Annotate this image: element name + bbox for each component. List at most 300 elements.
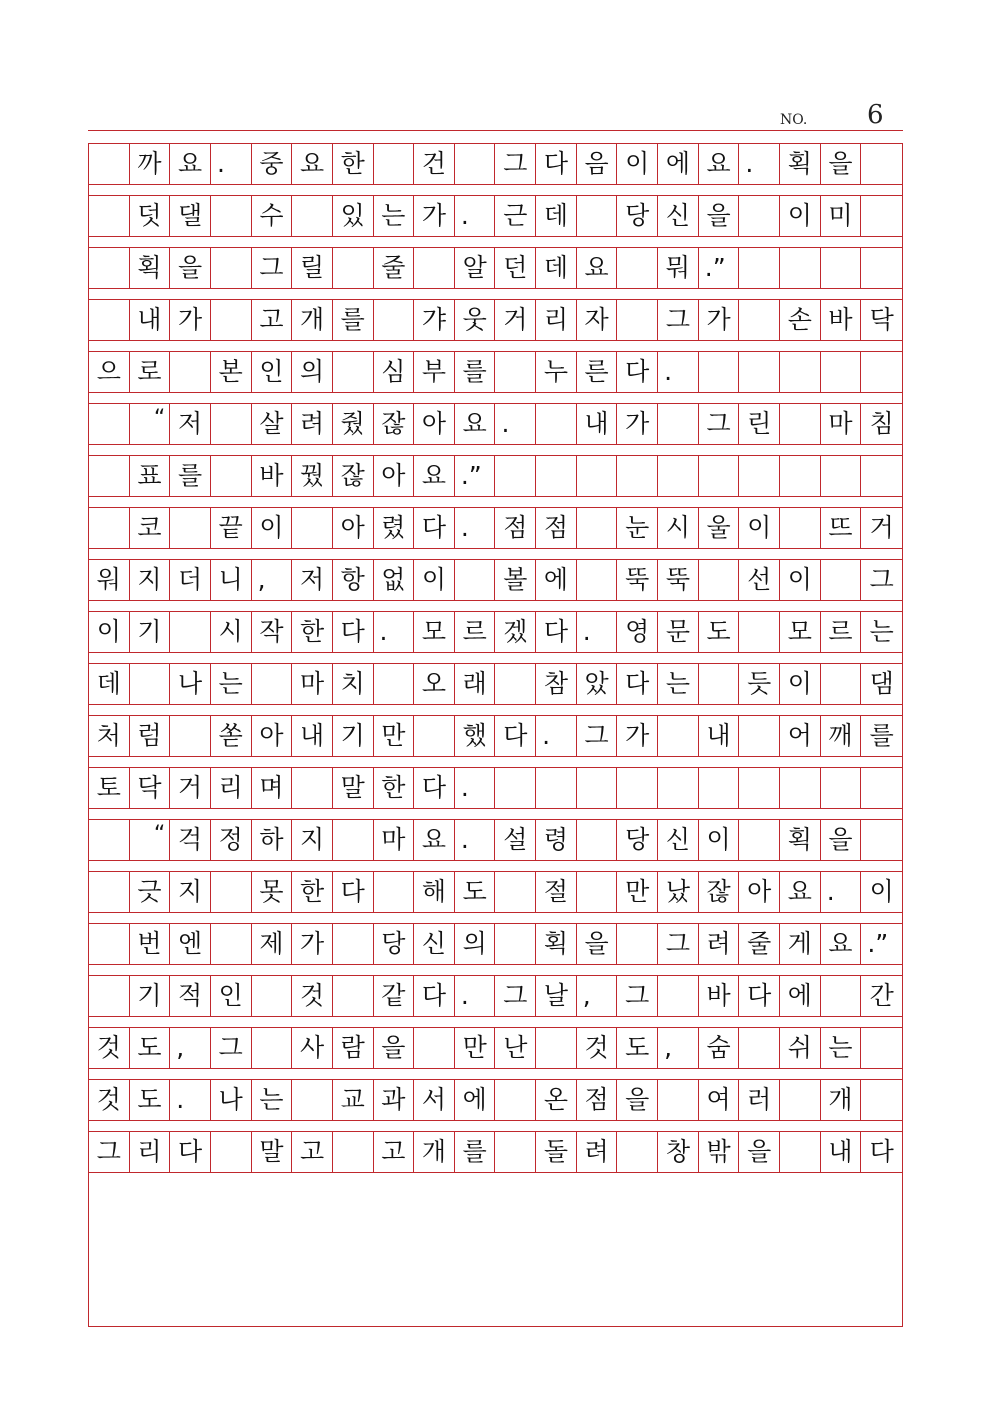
grid-cell — [821, 664, 862, 704]
grid-cell: 다 — [617, 664, 658, 704]
grid-cell: . — [536, 716, 577, 756]
grid-cell: 다 — [333, 612, 374, 652]
grid-cell — [617, 768, 658, 808]
grid-cell — [536, 404, 577, 444]
grid-cell: 겠 — [496, 612, 537, 652]
grid-cell: 미 — [821, 196, 862, 236]
grid-row — [89, 767, 902, 809]
grid-cell: 요 — [699, 144, 740, 184]
grid-cell: 건 — [414, 144, 455, 184]
grid-cell: 설 — [496, 820, 537, 860]
grid-cell — [496, 1080, 537, 1120]
grid-cell — [861, 1080, 902, 1120]
grid-cell — [861, 352, 902, 392]
grid-cell: 다 — [536, 144, 577, 184]
grid-cell: 신 — [658, 196, 699, 236]
grid-cell: 의 — [292, 352, 333, 392]
grid-cell: 적 — [170, 976, 211, 1016]
grid-cell — [739, 612, 780, 652]
grid-cell — [617, 456, 658, 496]
grid-cell: 이 — [780, 560, 821, 600]
grid-cell: 뚝 — [658, 560, 699, 600]
grid-cell: 까 — [130, 144, 171, 184]
grid-cell: . — [821, 872, 862, 912]
grid-cell: 를 — [455, 1132, 496, 1172]
grid-cell: 만 — [455, 1028, 496, 1068]
grid-cell: 쏟 — [211, 716, 252, 756]
grid-cell: . — [455, 820, 496, 860]
grid-cell — [333, 976, 374, 1016]
grid-cell: 말 — [333, 768, 374, 808]
grid-cell: 한 — [333, 144, 374, 184]
grid-cell: 만 — [617, 872, 658, 912]
grid-cell — [861, 144, 902, 184]
grid-cell: 내 — [292, 716, 333, 756]
grid-cell: 이 — [414, 560, 455, 600]
grid-cell — [577, 560, 618, 600]
grid-cell: 다 — [170, 1132, 211, 1172]
grid-cell: 음 — [577, 144, 618, 184]
grid-cell: 중 — [252, 144, 293, 184]
grid-cell: 에 — [780, 976, 821, 1016]
grid-cell: 항 — [333, 560, 374, 600]
grid-row — [89, 351, 902, 393]
grid-cell: 과 — [374, 1080, 415, 1120]
grid-cell: 나 — [170, 664, 211, 704]
grid-cell: 그 — [211, 1028, 252, 1068]
grid-cell: 쉬 — [780, 1028, 821, 1068]
grid-cell: 지 — [130, 560, 171, 600]
grid-cell: .” — [699, 248, 740, 288]
grid-cell: 긋 — [130, 872, 171, 912]
grid-cell: 데 — [536, 248, 577, 288]
grid-cell: 댐 — [869, 669, 894, 698]
grid-cell: 도 — [130, 1028, 171, 1068]
grid-cell: 그 — [496, 144, 537, 184]
grid-cell — [739, 820, 780, 860]
grid-cell: 이 — [89, 612, 130, 652]
grid-cell: 여 — [699, 1080, 740, 1120]
grid-cell: 아 — [414, 404, 455, 444]
grid-cell: 이 — [252, 508, 293, 548]
grid-cell — [658, 768, 699, 808]
grid-cell: . — [496, 404, 537, 444]
grid-cell: 고 — [292, 1132, 333, 1172]
grid-cell: 잖 — [374, 404, 415, 444]
grid-cell: 수 — [252, 196, 293, 236]
grid-cell: 만 — [374, 716, 415, 756]
grid-cell: 닥 — [869, 305, 894, 334]
grid-cell: 요 — [780, 872, 821, 912]
grid-cell — [617, 924, 658, 964]
grid-cell: 그 — [496, 976, 537, 1016]
grid-cell: 획 — [780, 144, 821, 184]
grid-cell: 그 — [252, 248, 293, 288]
grid-row — [89, 144, 902, 185]
grid-cell — [374, 872, 415, 912]
grid-cell — [211, 872, 252, 912]
grid-cell: 볼 — [496, 560, 537, 600]
grid-cell: 울 — [699, 508, 740, 548]
grid-cell — [496, 456, 537, 496]
grid-cell: 가 — [292, 924, 333, 964]
grid-cell: 바 — [699, 976, 740, 1016]
grid-cell: 다 — [617, 352, 658, 392]
grid-cell — [536, 456, 577, 496]
grid-cell: 것 — [577, 1028, 618, 1068]
grid-cell: . — [455, 768, 496, 808]
grid-cell: . — [455, 196, 496, 236]
grid-cell: 는 — [374, 196, 415, 236]
grid-cell — [821, 768, 862, 808]
grid-cell: 는 — [211, 664, 252, 704]
grid-cell: 선 — [739, 560, 780, 600]
grid-cell: . — [455, 976, 496, 1016]
grid-row — [89, 559, 902, 601]
grid-cell: 어 — [780, 716, 821, 756]
grid-cell: 을 — [821, 144, 862, 184]
grid-cell: 려 — [577, 1132, 618, 1172]
grid-cell — [496, 664, 537, 704]
grid-cell — [780, 768, 821, 808]
grid-cell: 못 — [252, 872, 293, 912]
grid-cell: 났 — [658, 872, 699, 912]
grid-cell: 워 — [89, 560, 130, 600]
grid-cell: 령 — [536, 820, 577, 860]
grid-cell: 같 — [374, 976, 415, 1016]
grid-cell — [414, 248, 455, 288]
grid-cell: , — [577, 976, 618, 1016]
grid-cell: 걱 — [170, 820, 211, 860]
grid-cell: 리 — [130, 1132, 171, 1172]
grid-cell — [577, 508, 618, 548]
grid-cell: 엔 — [170, 924, 211, 964]
grid-cell: 마 — [821, 404, 862, 444]
grid-cell — [658, 976, 699, 1016]
grid-cell: 줬 — [333, 404, 374, 444]
grid-cell: , — [658, 1028, 699, 1068]
grid-cell: 니 — [211, 560, 252, 600]
grid-cell: 고 — [252, 300, 293, 340]
grid-cell — [658, 404, 699, 444]
grid-cell — [89, 508, 130, 548]
grid-cell: 손 — [780, 300, 821, 340]
grid-cell: . — [455, 508, 496, 548]
grid-cell — [333, 924, 374, 964]
grid-cell — [130, 664, 171, 704]
grid-cell: 덧 — [130, 196, 171, 236]
grid-row — [89, 923, 902, 965]
grid-cell: 르 — [455, 612, 496, 652]
grid-cell: 거 — [170, 768, 211, 808]
grid-cell: “ — [130, 404, 171, 444]
grid-cell: 내 — [699, 716, 740, 756]
grid-cell: 를 — [455, 352, 496, 392]
page-number-value: 6 — [867, 100, 884, 130]
grid-cell: . — [739, 144, 780, 184]
grid-cell: 코 — [130, 508, 171, 548]
grid-cell: 뚝 — [617, 560, 658, 600]
grid-cell: 갸 — [414, 300, 455, 340]
grid-cell: 표 — [130, 456, 171, 496]
grid-cell — [170, 352, 211, 392]
grid-cell — [577, 768, 618, 808]
grid-cell: 창 — [658, 1132, 699, 1172]
grid-cell: 그 — [869, 565, 894, 594]
grid-cell: 다 — [414, 768, 455, 808]
grid-cell — [496, 872, 537, 912]
grid-cell — [374, 664, 415, 704]
grid-cell: 한 — [374, 768, 415, 808]
grid-cell: 당 — [617, 820, 658, 860]
grid-cell: 가 — [617, 404, 658, 444]
grid-cell: 가 — [414, 196, 455, 236]
grid-cell: 르 — [821, 612, 862, 652]
grid-cell: 을 — [374, 1028, 415, 1068]
grid-cell — [861, 456, 902, 496]
grid-cell: 를 — [170, 456, 211, 496]
grid-cell — [89, 924, 130, 964]
manuscript-grid — [88, 143, 903, 1327]
grid-cell: 이 — [780, 196, 821, 236]
grid-cell: , — [170, 1028, 211, 1068]
grid-cell: 나 — [211, 1080, 252, 1120]
grid-cell: 에 — [658, 144, 699, 184]
grid-cell: 것 — [89, 1028, 130, 1068]
grid-cell — [89, 820, 130, 860]
grid-cell: 뜨 — [821, 508, 862, 548]
grid-cell: 그 — [658, 300, 699, 340]
grid-cell — [89, 872, 130, 912]
grid-cell — [374, 144, 415, 184]
grid-cell: 개 — [821, 1080, 862, 1120]
grid-row — [89, 1027, 902, 1069]
grid-cell: 가 — [699, 300, 740, 340]
grid-cell — [658, 456, 699, 496]
grid-cell: 저 — [292, 560, 333, 600]
grid-cell: 간 — [869, 981, 894, 1010]
grid-cell: 사 — [292, 1028, 333, 1068]
grid-cell: 도 — [130, 1080, 171, 1120]
grid-cell: 부 — [414, 352, 455, 392]
grid-cell: 지 — [292, 820, 333, 860]
grid-row — [89, 1131, 902, 1173]
grid-cell: 해 — [414, 872, 455, 912]
grid-cell: 이 — [739, 508, 780, 548]
grid-cell: 를 — [869, 721, 894, 750]
grid-cell: 제 — [252, 924, 293, 964]
grid-cell: 러 — [739, 1080, 780, 1120]
grid-cell — [658, 1080, 699, 1120]
grid-cell: 렸 — [374, 508, 415, 548]
grid-cell: 요 — [414, 456, 455, 496]
grid-cell — [414, 716, 455, 756]
grid-cell: 아 — [333, 508, 374, 548]
grid-cell: 는 — [658, 664, 699, 704]
grid-cell — [821, 352, 862, 392]
grid-cell — [211, 1132, 252, 1172]
grid-cell: 리 — [211, 768, 252, 808]
grid-row — [89, 247, 902, 289]
grid-cell: 다 — [414, 976, 455, 1016]
grid-cell: 럼 — [130, 716, 171, 756]
grid-cell: .” — [867, 929, 889, 958]
grid-cell: 려 — [292, 404, 333, 444]
grid-cell: 듯 — [739, 664, 780, 704]
grid-cell — [252, 664, 293, 704]
grid-cell: 마 — [374, 820, 415, 860]
grid-cell: 도 — [617, 1028, 658, 1068]
grid-cell: 을 — [699, 196, 740, 236]
grid-cell: 절 — [536, 872, 577, 912]
grid-cell: 이 — [699, 820, 740, 860]
grid-cell: 영 — [617, 612, 658, 652]
grid-cell — [170, 716, 211, 756]
grid-cell: 린 — [739, 404, 780, 444]
grid-cell — [577, 872, 618, 912]
grid-cell — [333, 352, 374, 392]
grid-cell — [699, 664, 740, 704]
grid-cell — [89, 976, 130, 1016]
grid-cell: 으 — [89, 352, 130, 392]
grid-cell — [861, 248, 902, 288]
grid-cell: . — [211, 144, 252, 184]
grid-cell: 온 — [536, 1080, 577, 1120]
grid-cell — [780, 1132, 821, 1172]
grid-cell: 다 — [739, 976, 780, 1016]
grid-cell: 치 — [333, 664, 374, 704]
grid-cell: 개 — [414, 1132, 455, 1172]
grid-cell — [496, 768, 537, 808]
grid-cell: 말 — [252, 1132, 293, 1172]
grid-cell: 숨 — [699, 1028, 740, 1068]
grid-cell: 요 — [821, 924, 862, 964]
grid-cell: 았 — [577, 664, 618, 704]
grid-cell: . — [658, 352, 699, 392]
grid-cell: .” — [455, 456, 496, 496]
grid-cell: 며 — [252, 768, 293, 808]
grid-cell: 른 — [577, 352, 618, 392]
grid-cell: 그 — [658, 924, 699, 964]
grid-cell — [577, 456, 618, 496]
grid-cell: 그 — [699, 404, 740, 444]
grid-cell: 데 — [89, 664, 130, 704]
grid-cell: 래 — [455, 664, 496, 704]
grid-cell: 기 — [333, 716, 374, 756]
grid-cell: 저 — [170, 404, 211, 444]
grid-cell — [780, 508, 821, 548]
grid-cell: 를 — [333, 300, 374, 340]
grid-row — [89, 611, 902, 653]
grid-cell — [333, 820, 374, 860]
grid-row — [89, 1079, 902, 1121]
grid-cell: . — [374, 612, 415, 652]
grid-cell: 침 — [869, 409, 894, 438]
grid-cell: 지 — [170, 872, 211, 912]
grid-cell — [861, 768, 902, 808]
grid-cell — [821, 456, 862, 496]
grid-cell: 깨 — [821, 716, 862, 756]
grid-cell: 시 — [658, 508, 699, 548]
grid-cell: 다 — [414, 508, 455, 548]
grid-cell — [292, 1080, 333, 1120]
grid-cell — [536, 1028, 577, 1068]
grid-cell: 끝 — [211, 508, 252, 548]
grid-cell — [739, 1028, 780, 1068]
grid-cell — [861, 820, 902, 860]
grid-cell — [699, 456, 740, 496]
grid-cell: 닥 — [130, 768, 171, 808]
grid-cell: 려 — [699, 924, 740, 964]
grid-cell — [89, 248, 130, 288]
grid-cell: 날 — [536, 976, 577, 1016]
grid-cell: 아 — [374, 456, 415, 496]
grid-cell: 자 — [577, 300, 618, 340]
grid-cell: 바 — [821, 300, 862, 340]
page-number — [780, 100, 904, 130]
grid-cell — [414, 1028, 455, 1068]
grid-cell: 거 — [496, 300, 537, 340]
grid-cell — [739, 768, 780, 808]
grid-cell — [699, 560, 740, 600]
grid-cell: 밖 — [699, 1132, 740, 1172]
grid-cell: 거 — [869, 513, 894, 542]
grid-cell — [374, 300, 415, 340]
grid-cell: 고 — [374, 1132, 415, 1172]
grid-cell: 참 — [536, 664, 577, 704]
grid-cell: 한 — [292, 872, 333, 912]
grid-cell: 가 — [617, 716, 658, 756]
grid-cell: 그 — [577, 716, 618, 756]
grid-row — [89, 871, 902, 913]
grid-cell — [455, 144, 496, 184]
grid-cell — [292, 768, 333, 808]
grid-cell: 교 — [333, 1080, 374, 1120]
grid-cell: 는 — [252, 1080, 293, 1120]
grid-cell: 을 — [170, 248, 211, 288]
grid-cell — [89, 404, 130, 444]
grid-cell: 다 — [869, 1137, 894, 1166]
grid-cell: , — [252, 560, 293, 600]
grid-cell — [617, 300, 658, 340]
grid-cell: 는 — [869, 617, 894, 646]
grid-cell — [821, 976, 862, 1016]
grid-cell: 점 — [536, 508, 577, 548]
grid-cell: 알 — [455, 248, 496, 288]
grid-cell — [211, 404, 252, 444]
grid-cell: 본 — [211, 352, 252, 392]
grid-cell: 한 — [292, 612, 333, 652]
grid-cell: 줄 — [374, 248, 415, 288]
grid-cell — [496, 1132, 537, 1172]
grid-cell — [211, 924, 252, 964]
grid-cell: 도 — [699, 612, 740, 652]
grid-cell: 로 — [130, 352, 171, 392]
grid-cell: 문 — [658, 612, 699, 652]
grid-cell — [89, 196, 130, 236]
grid-cell — [739, 716, 780, 756]
grid-cell: 눈 — [617, 508, 658, 548]
grid-cell: 마 — [292, 664, 333, 704]
grid-cell — [739, 456, 780, 496]
grid-cell: . — [577, 612, 618, 652]
grid-cell — [617, 1132, 658, 1172]
grid-cell — [699, 768, 740, 808]
grid-cell — [252, 1028, 293, 1068]
grid-cell: 기 — [130, 612, 171, 652]
grid-cell: 도 — [455, 872, 496, 912]
grid-cell — [617, 248, 658, 288]
